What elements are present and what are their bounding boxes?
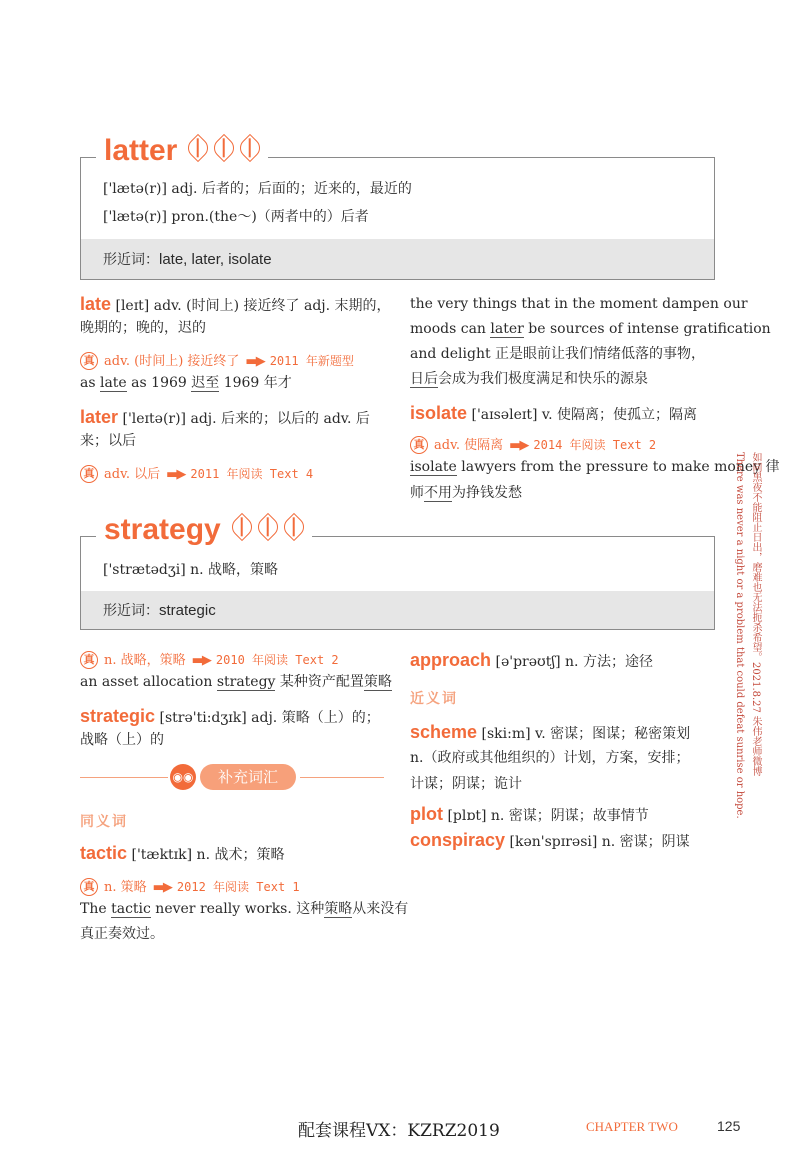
approach-def-text: [ə'prəʊtʃ] n. 方法；途径 — [491, 654, 653, 670]
later-def-2: 来；以后 — [80, 433, 136, 449]
word-tactic: tactic — [80, 843, 128, 863]
strategic-def — [80, 704, 380, 730]
late-example-a: as — [80, 375, 100, 391]
right-example-line-2 — [410, 317, 771, 341]
near-synonym-badge: 近义词 — [410, 691, 458, 707]
late-source: 2011 年新题型 — [269, 354, 354, 368]
plot-def-text: [plɒt] n. 密谋；阴谋；故事情节 — [443, 808, 649, 824]
strategy-similar-bar — [81, 591, 714, 629]
scheme-def-1: [ski:m] v. 密谋；图谋；秘密策划 — [477, 726, 691, 742]
strategy-def-1: ['strætədʒi] n. 战略，策略 — [103, 562, 279, 578]
strategy-exam-tag — [80, 649, 339, 670]
tactic-example-1 — [80, 897, 408, 921]
side-quote-zh: 如同黑夜不能阻止日出，磨难也无法扼杀希望。2021.8.27 朱伟老师微博 — [750, 452, 761, 777]
strategy-ex-u: strategy — [216, 674, 276, 690]
conspiracy-def-text: [kən'spɪrəsi] n. 密谋；阴谋 — [505, 834, 690, 850]
word-conspiracy: conspiracy — [410, 830, 506, 850]
strategy-ex-b: 某种资产配置 — [275, 674, 364, 690]
late-tag: adv. (时间上) 接近终了 — [104, 354, 240, 369]
right-line2-a: moods can — [410, 321, 491, 337]
scheme-def-3: 计谋；阴谋；诡计 — [410, 776, 522, 792]
similar-label: 形近词： — [103, 603, 159, 619]
leaf-icon — [280, 513, 308, 541]
arrow-icon: ▬▶ — [191, 653, 210, 668]
leaf-icon — [210, 134, 238, 162]
isolate-ex1-u: isolate — [410, 459, 457, 475]
right-line4-u: 日后 — [410, 371, 438, 387]
owl-icon: ◉◉ — [170, 764, 196, 790]
supplement-label: 补充词汇 — [200, 764, 296, 790]
isolate-ex2-b: 为挣钱发愁 — [452, 485, 522, 501]
side-quote — [730, 452, 762, 819]
isolate-ex2-u: 不用 — [424, 485, 452, 501]
isolate-example-2 — [410, 481, 522, 505]
side-quote-en: There was never a night or a problem that could defeat sunrise or hope. — [734, 452, 745, 819]
arrow-icon: ▬▶ — [245, 354, 264, 369]
isolate-def-text: ['aɪsəleɪt] v. 使隔离；使孤立；隔离 — [467, 407, 698, 423]
isolate-ex2-a: 师 — [410, 485, 424, 501]
later-tag: adv. 以后 — [104, 467, 161, 482]
strategic-def-1: [strə'ti:dʒɪk] adj. 策略（上）的； — [155, 710, 380, 726]
tactic-ex-b: never really works. 这种 — [150, 901, 325, 917]
late-def-1: [leɪt] adv. (时间上) 接近终了 adj. 末期的， — [111, 298, 391, 314]
strategy-ex-u2: 策略 — [363, 674, 392, 690]
chapter-label: CHAPTER TWO — [586, 1119, 678, 1134]
isolate-example-1 — [410, 455, 779, 479]
tactic-exam-tag — [80, 876, 300, 897]
strategy-headword-bar — [96, 513, 312, 547]
late-example-u1: late — [99, 375, 127, 391]
late-example — [80, 371, 292, 395]
word-late: late — [80, 294, 112, 314]
conspiracy-def — [410, 828, 690, 854]
scheme-def — [410, 720, 690, 746]
leaf-icon — [254, 513, 282, 541]
divider-line — [80, 777, 168, 778]
latter-def-1: ['lætə(r)] adj. 后者的；后面的；近来的，最近的 — [103, 181, 412, 197]
late-example-c: 1969 年才 — [219, 375, 292, 391]
tactic-ex-c: 从来没有 — [352, 901, 409, 917]
strategy-source: 2010 年阅读 Text 2 — [215, 653, 339, 667]
headword-strategy: strategy — [104, 513, 221, 546]
strategy-example — [80, 670, 392, 694]
synonym-badge: 同义词 — [80, 814, 128, 830]
isolate-tag: adv. 使隔离 — [434, 438, 504, 453]
late-def — [80, 292, 391, 318]
word-plot: plot — [410, 804, 443, 824]
word-scheme: scheme — [410, 722, 478, 742]
similar-words: strategic — [159, 602, 216, 619]
word-strategic: strategic — [80, 706, 156, 726]
approach-def — [410, 648, 653, 674]
zhen-icon: 真 — [80, 352, 98, 370]
arrow-icon: ▬▶ — [509, 438, 528, 453]
right-example-line-1: the very things that in the moment dampen our — [410, 296, 748, 312]
headword-latter: latter — [104, 134, 178, 167]
isolate-source: 2014 年阅读 Text 2 — [533, 438, 657, 452]
strategy-tag: n. 战略，策略 — [104, 653, 186, 668]
isolate-ex1-b: lawyers from the pressure to make money 律 — [456, 459, 780, 475]
isolate-exam-tag — [410, 434, 656, 455]
leaf-icon — [228, 513, 256, 541]
similar-label: 形近词： — [103, 252, 159, 268]
leaf-icon — [184, 134, 212, 162]
page-number: 125 — [717, 1118, 741, 1134]
late-def-2: 晚期的；晚的，迟的 — [80, 320, 206, 336]
zhen-icon: 真 — [80, 651, 98, 669]
word-later: later — [80, 407, 119, 427]
tactic-def-text: ['tæktɪk] n. 战术；策略 — [127, 847, 285, 863]
later-def — [80, 405, 370, 431]
tactic-ex-u: tactic — [111, 901, 151, 917]
word-isolate: isolate — [410, 403, 468, 423]
arrow-icon: ▬▶ — [166, 467, 185, 482]
strategy-entry-box — [80, 536, 715, 630]
late-example-b: as 1969 — [126, 375, 192, 391]
leaf-icon — [236, 134, 264, 162]
late-example-u2: 迟至 — [191, 375, 220, 391]
word-approach: approach — [410, 650, 492, 670]
divider-line — [300, 777, 384, 778]
tactic-ex-u2: 策略 — [324, 901, 353, 917]
tactic-ex-a: The — [80, 901, 112, 917]
latter-def-2: ['lætə(r)] pron.(the～)（两者中的）后者 — [103, 209, 369, 225]
later-source: 2011 年阅读 Text 4 — [190, 467, 314, 481]
tactic-def — [80, 841, 284, 867]
tactic-source: 2012 年阅读 Text 1 — [176, 880, 300, 894]
right-line2-b: be sources of intense gratification — [523, 321, 771, 337]
arrow-icon: ▬▶ — [152, 880, 171, 895]
right-example-line-4 — [410, 367, 648, 391]
later-def-1: ['leɪtə(r)] adj. 后来的；以后的 adv. 后 — [118, 411, 370, 427]
promo-text: 配套课程VX：KZRZ2019 — [298, 1121, 500, 1141]
zhen-icon: 真 — [410, 436, 428, 454]
zhen-icon: 真 — [80, 878, 98, 896]
tactic-example-2: 真正奏效过。 — [80, 926, 164, 942]
latter-similar-bar — [81, 239, 714, 279]
isolate-def — [410, 401, 697, 427]
scheme-def-2: n.（政府或其他组织的）计划，方案，安排； — [410, 750, 690, 766]
tactic-tag: n. 策略 — [104, 880, 147, 895]
latter-headword-bar — [96, 134, 268, 168]
latter-entry-box — [80, 157, 715, 280]
right-example-line-3: and delight 正是眼前让我们情绪低落的事物， — [410, 346, 706, 362]
strategic-def-2: 战略（上）的 — [80, 732, 164, 748]
later-exam-tag — [80, 463, 313, 484]
right-line4-b: 会成为我们极度满足和快乐的源泉 — [438, 371, 648, 387]
similar-words: late, later, isolate — [159, 251, 272, 268]
plot-def — [410, 802, 649, 828]
right-line2-u: later — [490, 321, 524, 337]
zhen-icon: 真 — [80, 465, 98, 483]
late-exam-tag — [80, 350, 354, 371]
strategy-ex-a: an asset allocation — [80, 674, 217, 690]
